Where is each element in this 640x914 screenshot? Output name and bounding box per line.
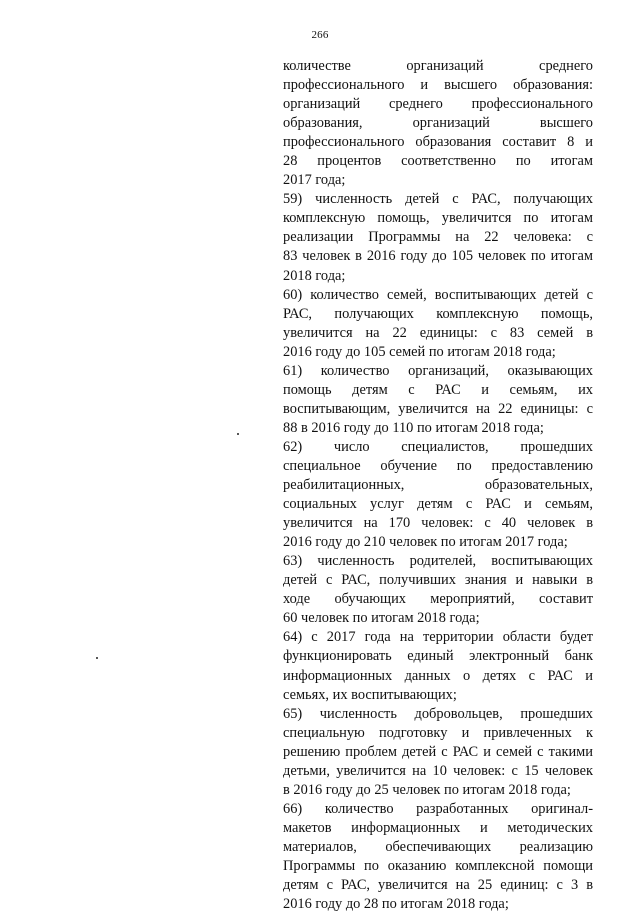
document-line: информационных данных о детях с РАС и <box>283 667 593 684</box>
document-line: 88 в 2016 году до 110 по итогам 2018 года; <box>283 419 544 436</box>
document-line: профессионального и высшего образования: <box>283 77 593 94</box>
document-line: помощь детям с РАС и семьям, их <box>283 381 593 398</box>
document-line: 65) численность добровольцев, прошедших <box>283 705 593 722</box>
document-line: реабилитационных, образовательных, <box>283 477 593 494</box>
document-line: комплексную помощь, увеличится по итогам <box>283 210 593 227</box>
scan-speck <box>237 433 239 435</box>
document-line: 61) количество организаций, оказывающих <box>283 362 593 379</box>
document-line: 2016 году до 105 семей по итогам 2018 года; <box>283 343 556 360</box>
document-line: семьях, их воспитывающих; <box>283 686 457 703</box>
document-line: специальное обучение по предоставлению <box>283 457 593 474</box>
document-line: детей с РАС, получивших знания и навыки в <box>283 572 593 589</box>
document-line: в 2016 году до 25 человек по итогам 2018 года; <box>283 781 571 798</box>
document-line: РАС, получающих комплексную помощь, <box>283 305 593 322</box>
document-line: увеличится на 22 единицы: с 83 семей в <box>283 324 593 341</box>
document-line: 62) число специалистов, прошедших <box>283 438 593 455</box>
document-line: 28 процентов соответственно по итогам <box>283 153 593 170</box>
document-line: социальных услуг детям с РАС и семьям, <box>283 496 593 513</box>
document-line: 83 человек в 2016 году до 105 человек по итогам <box>283 248 593 265</box>
document-line: 60 человек по итогам 2018 года; <box>283 610 480 627</box>
document-line: реализации Программы на 22 человека: с <box>283 229 593 246</box>
document-line: детям с РАС, увеличится на 25 единиц: с 3 в <box>283 877 593 894</box>
document-line: 2018 года; <box>283 267 346 284</box>
document-line: профессионального образования составит 8 и <box>283 134 593 151</box>
document-line: Программы по оказанию комплексной помощи <box>283 857 593 874</box>
document-line: 2016 году до 28 по итогам 2018 года; <box>283 896 509 913</box>
document-body <box>283 57 593 914</box>
document-line: 2016 году до 210 человек по итогам 2017 года; <box>283 534 568 551</box>
document-line: макетов информационных и методических <box>283 819 593 836</box>
document-line: организаций среднего профессионального <box>283 96 593 113</box>
document-line: увеличится на 170 человек: с 40 человек в <box>283 515 593 532</box>
document-line: 2017 года; <box>283 172 346 189</box>
document-line: 66) количество разработанных оригинал- <box>283 800 593 817</box>
document-line: решению проблем детей с РАС и семей с такими <box>283 743 593 760</box>
document-line: 64) с 2017 года на территории области будет <box>283 629 593 646</box>
document-line: воспитывающим, увеличится на 22 единицы: с <box>283 400 593 417</box>
document-line: функционировать единый электронный банк <box>283 648 593 665</box>
document-line: образования, организаций высшего <box>283 115 593 132</box>
document-line: детьми, увеличится на 10 человек: с 15 человек <box>283 762 593 779</box>
document-line: специальную подготовку и привлеченных к <box>283 724 593 741</box>
scan-speck <box>96 657 98 659</box>
document-line: количестве организаций среднего <box>283 58 593 74</box>
document-line: 60) количество семей, воспитывающих детей с <box>283 286 593 303</box>
document-line: 63) численность родителей, воспитывающих <box>283 553 593 570</box>
document-line: ходе обучающих мероприятий, составит <box>283 591 593 608</box>
page-number: 266 <box>311 29 329 41</box>
document-line: материалов, обеспечивающих реализацию <box>283 838 593 855</box>
document-line: 59) численность детей с РАС, получающих <box>283 191 593 208</box>
